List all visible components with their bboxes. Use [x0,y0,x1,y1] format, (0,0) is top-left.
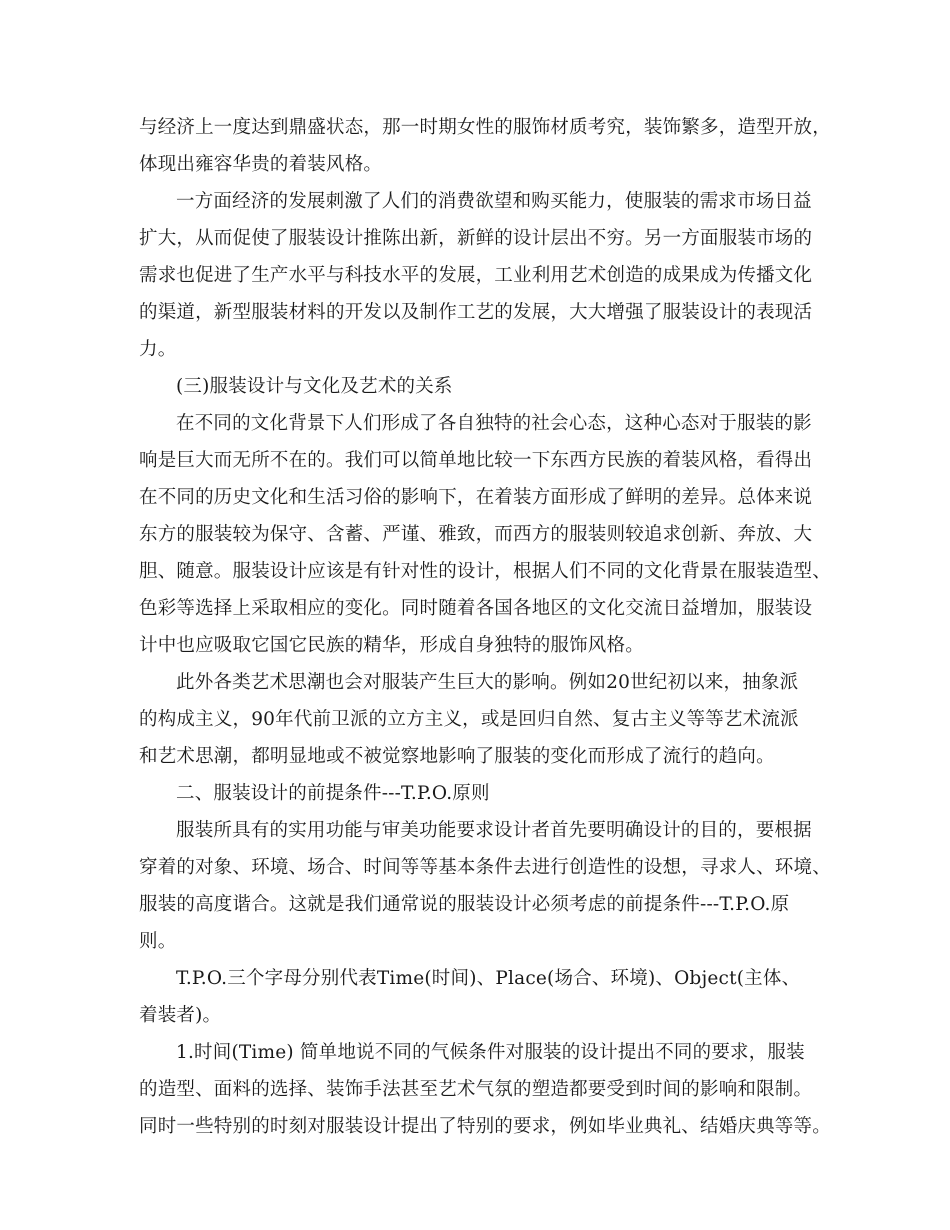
section-heading: (三)服装设计与文化及艺术的关系 [176,376,453,397]
text-line: 扩大，从而促使了服装设计推陈出新，新鲜的设计层出不穷。另一方面服装市场的 [139,228,813,249]
text-line: 穿着的对象、环境、场合、时间等等基本条件去进行创造性的设想，寻求人、环境、 [139,857,831,878]
paragraph-first-line: 在不同的文化背景下人们形成了各自独特的社会心态，这种心态对于服装的影 [176,413,812,434]
paragraph-first-line: 此外各类艺术思潮也会对服装产生巨大的影响。例如20世纪初以来，抽象派 [176,672,799,693]
text-line: 计中也应吸取它国它民族的精华，形成自身独特的服饰风格。 [139,635,644,656]
text-line: 的造型、面料的选择、装饰手法甚至艺术气氛的塑造都要受到时间的影响和限制。 [139,1079,813,1100]
text-line: 与经济上一度达到鼎盛状态，那一时期女性的服饰材质考究，装饰繁多，造型开放， [139,117,831,138]
paragraph-first-line: 1.时间(Time) 简单地说不同的气候条件对服装的设计提出不同的要求，服装 [176,1042,805,1063]
text-line: 服装的高度谐合。这就是我们通常说的服装设计必须考虑的前提条件---T.P.O.原 [139,894,790,915]
paragraph-first-line: 服装所具有的实用功能与审美功能要求设计者首先要明确设计的目的，要根据 [176,820,812,841]
paragraph-first-line: 一方面经济的发展刺激了人们的消费欲望和购买能力，使服装的需求市场日益 [176,191,812,212]
text-line: 体现出雍容华贵的着装风格。 [139,154,383,175]
text-line: 色彩等选择上采取相应的变化。同时随着各国各地区的文化交流日益增加，服装设 [139,598,813,619]
text-line: 需求也促进了生产水平与科技水平的发展，工业利用艺术创造的成果成为传播文化 [139,265,813,286]
text-line: 东方的服装较为保守、含蓄、严谨、雅致，而西方的服装则较追求创新、奔放、大 [139,524,813,545]
text-line: 响是巨大而无所不在的。我们可以简单地比较一下东西方民族的着装风格，看得出 [139,450,813,471]
text-line: 同时一些特别的时刻对服装设计提出了特别的要求，例如毕业典礼、结婚庆典等等。 [139,1116,831,1137]
section-heading: 二、服装设计的前提条件---T.P.O.原则 [176,783,490,804]
text-line: 的构成主义，90年代前卫派的立方主义，或是回归自然、复古主义等等艺术流派 [139,709,799,730]
text-line: 胆、随意。服装设计应该是有针对性的设计，根据人们不同的文化背景在服装造型、 [139,561,831,582]
paragraph-first-line: T.P.O.三个字母分别代表Time(时间)、Place(场合、环境)、Object(主体、 [176,968,801,989]
text-line: 和艺术思潮，都明显地或不被觉察地影响了服装的变化而形成了流行的趋向。 [139,746,775,767]
text-line: 在不同的历史文化和生活习俗的影响下，在着装方面形成了鲜明的差异。总体来说 [139,487,813,508]
text-line: 力。 [139,339,177,360]
text-line: 着装者)。 [139,1005,222,1026]
text-line: 的渠道，新型服装材料的开发以及制作工艺的发展，大大增强了服装设计的表现活 [139,302,813,323]
text-line: 则。 [139,931,177,952]
